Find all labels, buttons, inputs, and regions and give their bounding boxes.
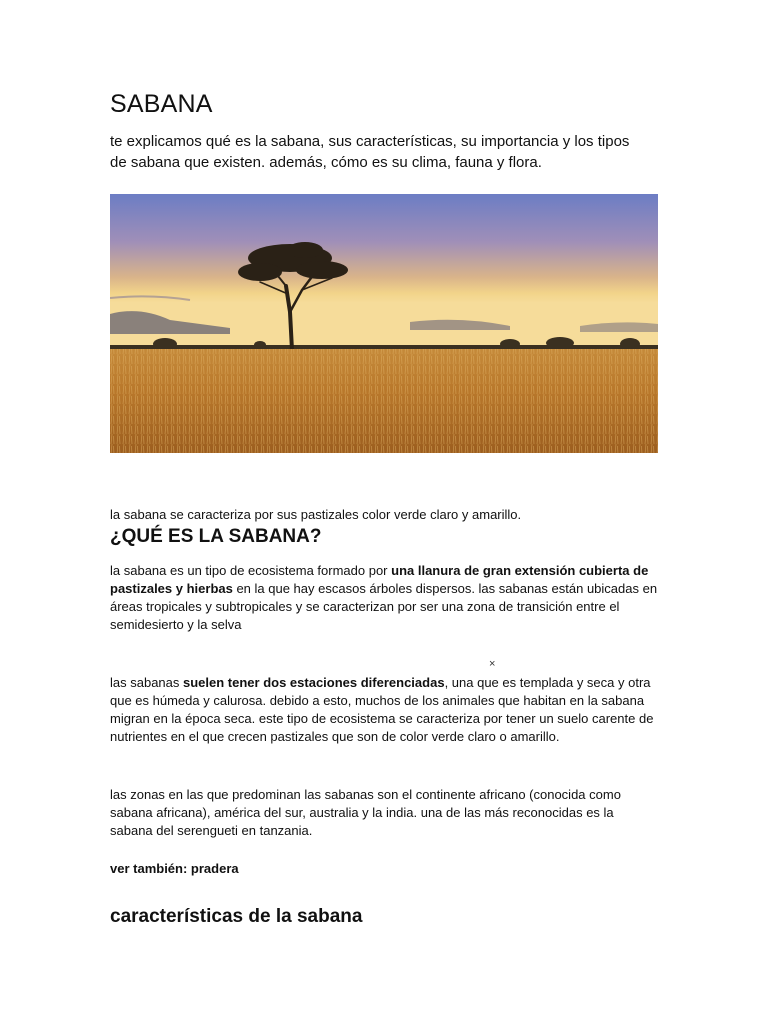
savanna-image <box>110 194 658 453</box>
text-span: la sabana es un tipo de ecosistema formado por <box>110 563 392 578</box>
text-span: , una que es templada y seca y otra que es húmeda y calurosa. debido a esto, muchos de los animales que habitan en la sabana migran en la época seca. este tipo de ecosistema se caracteriza por tener un suelo carente de nutrientes en el que crecen pastizales que son de color verde claro o amarillo. <box>110 675 654 744</box>
paragraph-zonas: las zonas en las que predominan las sabanas son el continente africano (conocida como sabana africana), américa del sur, australia y la india. una de las más reconocidas es la sabana del serengueti en tanzania. <box>110 787 621 838</box>
bold-text: una llanura de gran extensión cubierta de pastizales y hierbas <box>110 563 649 596</box>
page-title: SABANA <box>110 90 213 118</box>
close-icon[interactable]: × <box>489 658 496 670</box>
paragraph-definition <box>110 562 658 634</box>
see-also-link[interactable]: ver también: pradera <box>110 861 239 876</box>
paragraph-estaciones <box>110 674 658 746</box>
intro-paragraph: te explicamos qué es la sabana, sus características, su importancia y los tipos de sabana que existen. además, cómo es su clima, fauna y flora. <box>110 133 630 171</box>
section-heading-caracteristicas: características de la sabana <box>110 906 363 927</box>
text-span: las sabanas <box>110 675 183 690</box>
image-caption: la sabana se caracteriza por sus pastizales color verde claro y amarillo. <box>110 507 522 522</box>
section-heading-que-es: ¿QUÉ ES LA SABANA? <box>110 526 322 547</box>
bold-text: suelen tener dos estaciones diferenciadas <box>183 675 445 690</box>
text-span: en la que hay escasos árboles dispersos. las sabanas están ubicadas en áreas tropicales y subtropicales y se caracterizan por ser una zona de transición entre el semidesierto y la selva <box>110 581 658 632</box>
